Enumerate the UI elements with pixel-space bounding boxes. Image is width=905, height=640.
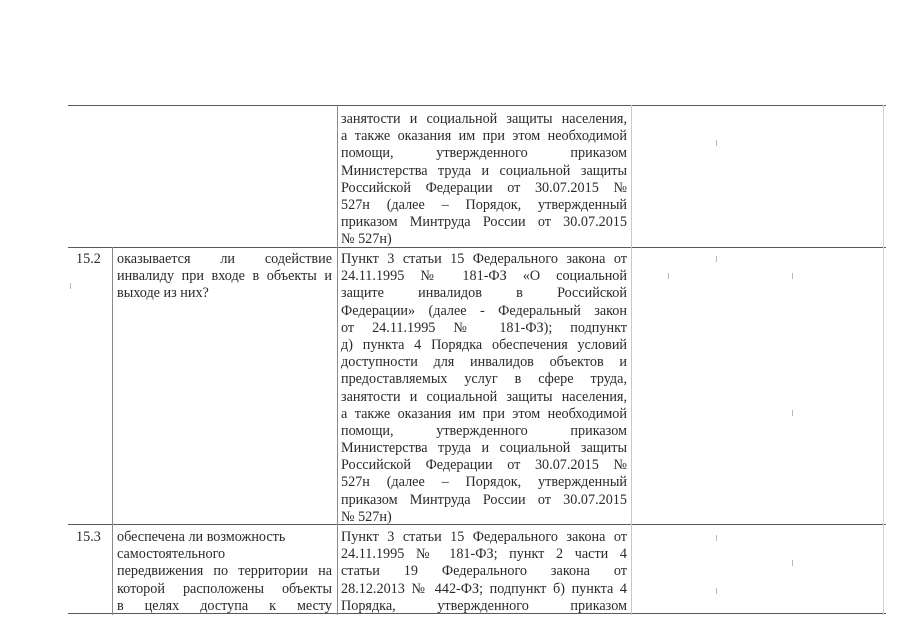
column-divider-basis xyxy=(337,105,338,615)
row-number: 15.3 xyxy=(76,529,101,545)
basis-line: Пункт 3 статьи 15 Федерального закона от xyxy=(341,529,627,545)
question-line: передвижения по территории на xyxy=(117,563,332,580)
question-line: выходе из них? xyxy=(117,285,209,302)
question-cell xyxy=(117,529,332,615)
basis-line: Порядка, утвержденного приказом xyxy=(341,597,627,614)
basis-line: № 527н) xyxy=(341,508,392,525)
basis-line: 28.12.2013 № 442-ФЗ; подпункт б) пункта 4 xyxy=(341,580,627,597)
scan-mark xyxy=(716,588,717,594)
basis-line: приказом Минтруда России от 30.07.2015 xyxy=(341,491,627,508)
basis-cell-continued xyxy=(341,111,627,249)
basis-line: д) пункта 4 Порядка обеспечения условий xyxy=(341,336,627,353)
basis-line: Российской Федерации от 30.07.2015 № xyxy=(341,457,627,474)
question-line: самостоятельного xyxy=(117,546,226,563)
scan-mark xyxy=(716,140,717,146)
basis-line: доступности для инвалидов объектов и xyxy=(341,354,627,371)
scan-mark xyxy=(792,560,793,566)
scan-mark xyxy=(792,410,793,416)
basis-line: 24.11.1995 № 181-ФЗ; пункт 2 части 4 xyxy=(341,546,627,563)
column-divider-answer xyxy=(631,105,632,615)
basis-line: № 527н) xyxy=(341,231,392,248)
basis-line: а также оказания им при этом необходимой xyxy=(341,405,627,422)
scan-mark xyxy=(70,283,71,289)
basis-line: Российской Федерации от 30.07.2015 № xyxy=(341,179,627,196)
question-line: обеспечена ли возможность xyxy=(117,529,286,545)
table-top-border xyxy=(68,105,886,106)
basis-line: Министерства труда и социальной защиты xyxy=(341,162,627,179)
basis-line: статьи 19 Федерального закона от xyxy=(341,563,627,580)
basis-line: приказом Минтруда России от 30.07.2015 xyxy=(341,214,627,231)
basis-cell xyxy=(341,251,627,526)
question-line: оказывается ли содействие xyxy=(117,251,332,267)
row-number: 15.2 xyxy=(76,251,101,267)
basis-line: помощи, утвержденного приказом xyxy=(341,145,627,162)
basis-line: Пункт 3 статьи 15 Федерального закона от xyxy=(341,251,627,267)
question-line: в целях доступа к месту xyxy=(117,597,332,614)
basis-line: Министерства труда и социальной защиты xyxy=(341,440,627,457)
basis-line: 527н (далее – Порядок, утвержденный xyxy=(341,474,627,491)
basis-line: занятости и социальной защиты населения, xyxy=(341,388,627,405)
question-line: которой расположены объекты xyxy=(117,580,332,597)
basis-cell xyxy=(341,529,627,615)
scan-mark xyxy=(716,256,717,262)
column-divider-question xyxy=(112,247,113,615)
basis-line: а также оказания им при этом необходимой xyxy=(341,128,627,145)
basis-line: Федерации» (далее - Федеральный закон xyxy=(341,302,627,319)
question-line: инвалиду при входе в объекты и xyxy=(117,268,332,285)
scan-mark xyxy=(716,535,717,541)
basis-line: защите инвалидов в Российской xyxy=(341,285,627,302)
scan-mark xyxy=(668,273,669,279)
basis-line: помощи, утвержденного приказом xyxy=(341,422,627,439)
question-cell xyxy=(117,251,332,303)
basis-line: от 24.11.1995 № 181-ФЗ); подпункт xyxy=(341,319,627,336)
column-divider-right xyxy=(883,105,884,615)
basis-line: занятости и социальной защиты населения, xyxy=(341,111,627,127)
basis-line: 527н (далее – Порядок, утвержденный xyxy=(341,196,627,213)
basis-line: предоставляемых услуг в сфере труда, xyxy=(341,371,627,388)
basis-line: 24.11.1995 № 181-ФЗ «О социальной xyxy=(341,268,627,285)
scan-mark xyxy=(792,273,793,279)
